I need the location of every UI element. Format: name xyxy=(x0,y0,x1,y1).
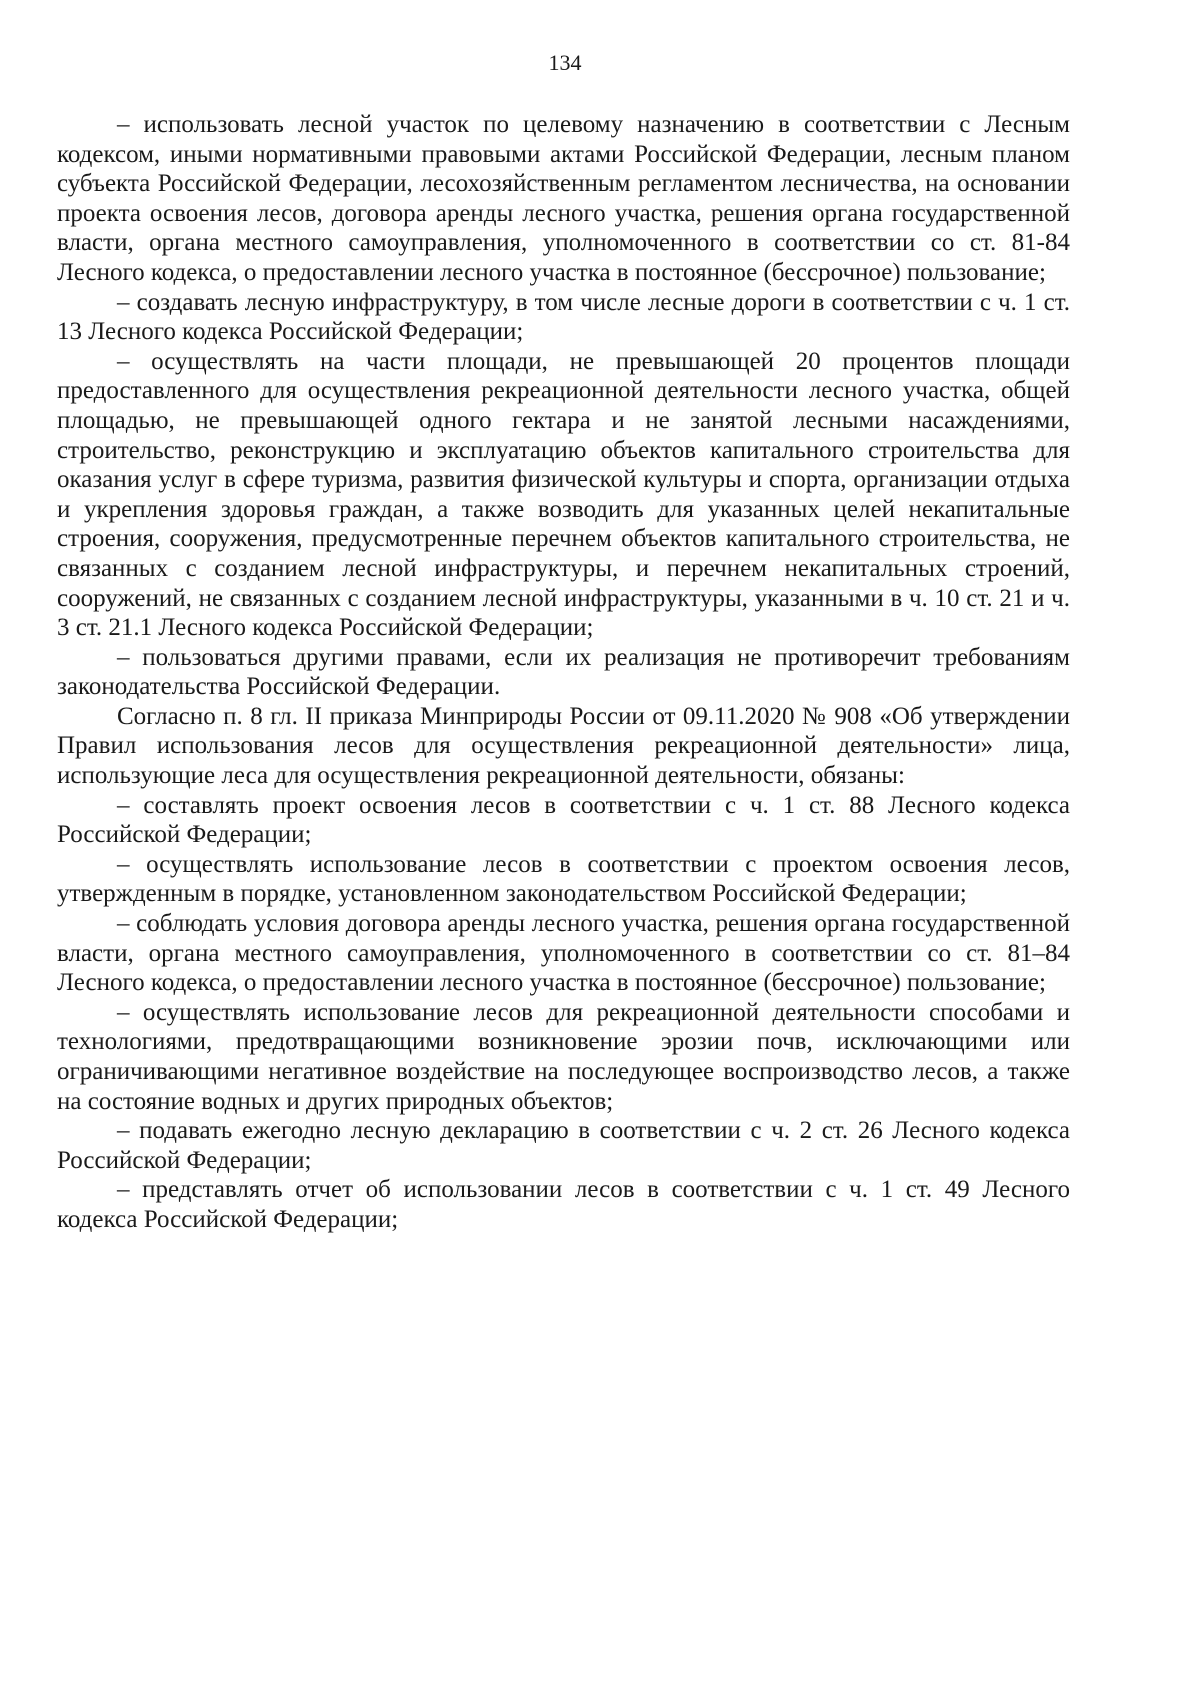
paragraph-obligation-erosion-prevention: – осуществлять использование лесов для рекреационной деятельности способами и технологиями, предотвращающими возникновение эрозии почв, исключающими или ограничивающими негативное воздействие на последующее воспроизводство лесов, а также на состояние водных и других природных объектов; xyxy=(57,998,1070,1115)
paragraph-obligation-lease-conditions: – соблюдать условия договора аренды лесного участка, решения органа государственной власти, органа местного самоуправления, уполномоченного в соответствии со ст. 81–84 Лесного кодекса, о предоставлении лесного участка в постоянное (бессрочное) пользование; xyxy=(57,910,1070,997)
paragraph-right-create-infrastructure: – создавать лесную инфраструктуру, в том числе лесные дороги в соответствии с ч. 1 ст. 13 Лесного кодекса Российской Федерации; xyxy=(57,288,1070,346)
paragraph-obligation-use-per-project: – осуществлять использование лесов в соответствии с проектом освоения лесов, утвержденным в порядке, установленном законодательством Российской Федерации; xyxy=(57,850,1070,908)
paragraph-right-capital-construction: – осуществлять на части площади, не превышающей 20 процентов площади предоставленного для осуществления рекреационной деятельности лесного участка, общей площадью, не превышающей одного гектара и не занятой лесными насаждениями, строительство, реконструкцию и эксплуатацию объектов капитального строительства для оказания услуг в сфере туризма, развития физической культуры и спорта, организации отдыха и укрепления здоровья граждан, а также возводить для указанных целей некапитальные строения, сооружения, предусмотренные перечнем объектов капитального строительства, не связанных с созданием лесной инфраструктуры, и перечнем некапитальных строений, сооружений, не связанных с созданием лесной инфраструктуры, указанными в ч. 10 ст. 21 и ч. 3 ст. 21.1 Лесного кодекса Российской Федерации; xyxy=(57,347,1070,642)
paragraph-obligation-development-project: – составлять проект освоения лесов в соответствии с ч. 1 ст. 88 Лесного кодекса Российской Федерации; xyxy=(57,791,1070,849)
paragraph-obligation-usage-report: – представлять отчет об использовании лесов в соответствии с ч. 1 ст. 49 Лесного кодекса Российской Федерации; xyxy=(57,1176,1070,1233)
document-body xyxy=(57,110,1070,1235)
page-number: 134 xyxy=(548,50,582,75)
paragraph-obligations-intro: Согласно п. 8 гл. II приказа Минприроды России от 09.11.2020 № 908 «Об утверждении Правил использования лесов для осуществления рекреационной деятельности» лица, использующие леса для осуществления рекреационной деятельности, обязаны: xyxy=(57,702,1070,790)
paragraph-obligation-forest-declaration: – подавать ежегодно лесную декларацию в соответствии с ч. 2 ст. 26 Лесного кодекса Российской Федерации; xyxy=(57,1117,1070,1174)
paragraph-right-use-forest-plot: – использовать лесной участок по целевому назначению в соответствии с Лесным кодексом, иными нормативными правовыми актами Российской Федерации, лесным планом субъекта Российской Федерации, лесохозяйственным регламентом лесничества, на основании проекта освоения лесов, договора аренды лесного участка, решения органа государственной власти, органа местного самоуправления, уполномоченного в соответствии со ст. 81-84 Лесного кодекса, о предоставлении лесного участка в постоянное (бессрочное) пользование; xyxy=(57,111,1070,286)
paragraph-right-other-rights: – пользоваться другими правами, если их реализация не противоречит требованиям законодательства Российской Федерации. xyxy=(57,643,1070,701)
